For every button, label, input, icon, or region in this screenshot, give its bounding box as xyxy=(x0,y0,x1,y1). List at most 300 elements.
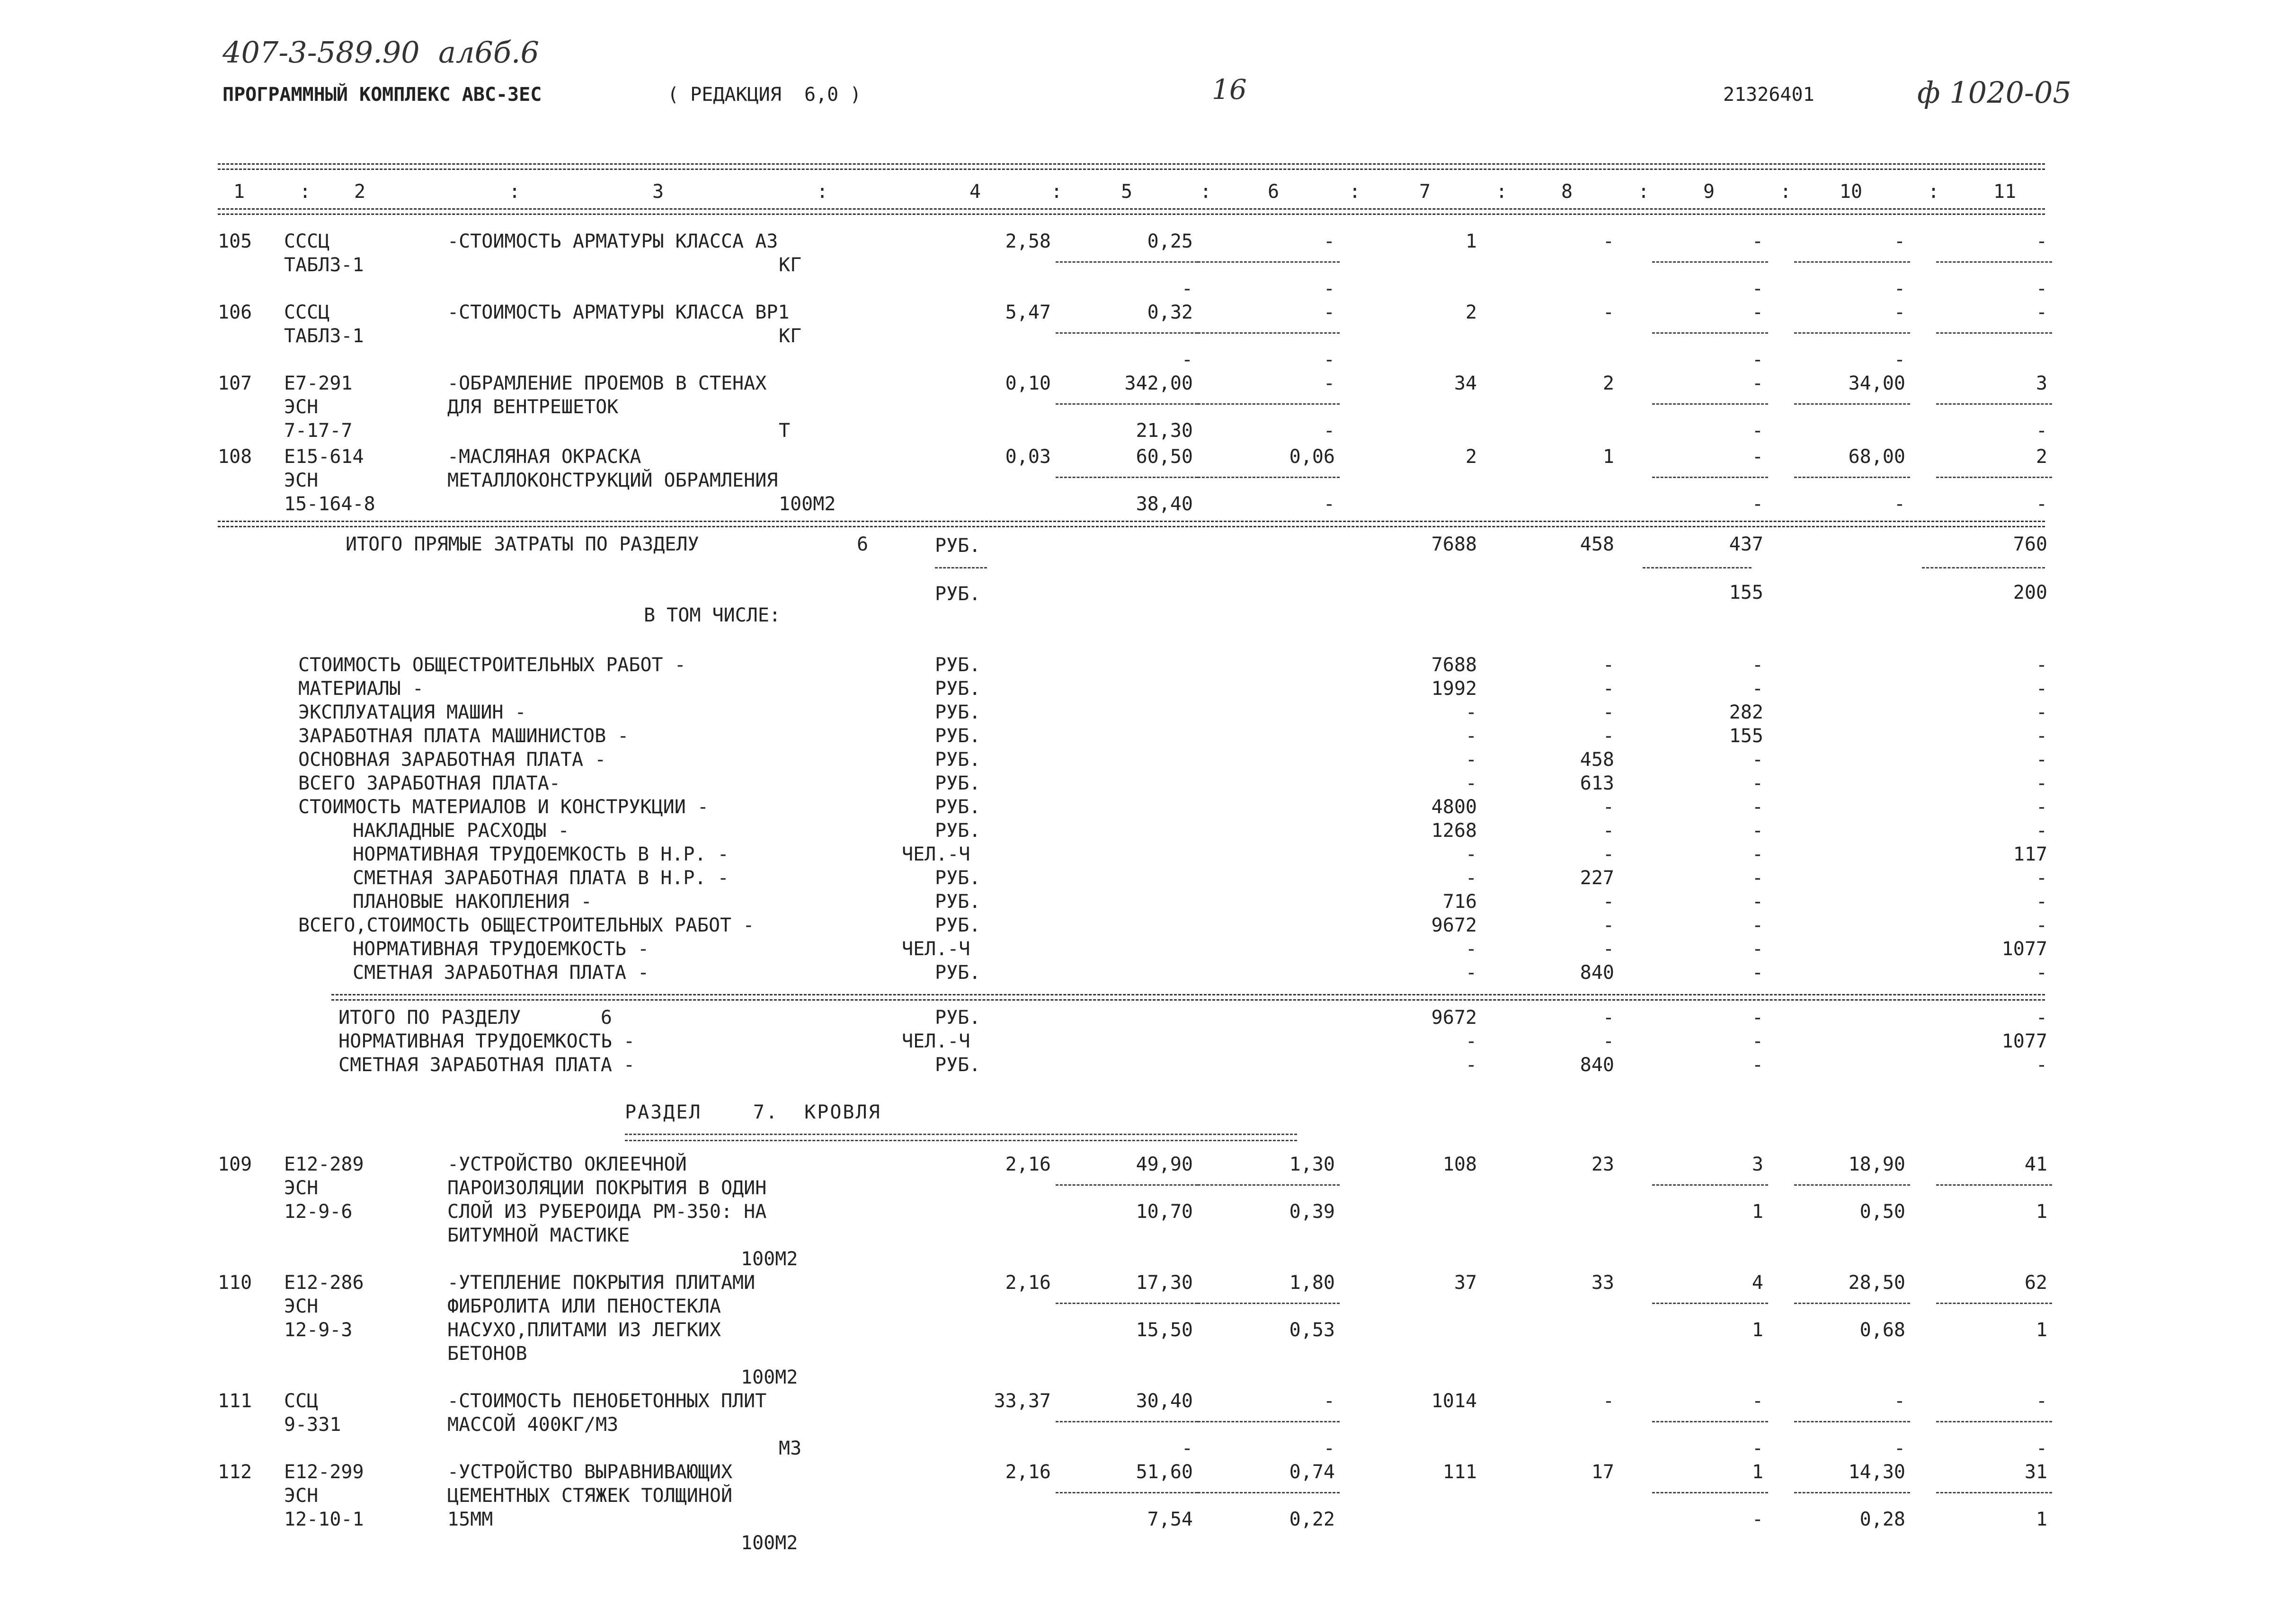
cell-c6: 0,06 xyxy=(1289,446,1335,468)
section-total-c9: - xyxy=(1752,1054,1763,1076)
cell-c4: 2,16 xyxy=(1005,1272,1051,1294)
breakdown-c8: - xyxy=(1602,654,1614,676)
breakdown-unit: РУБ. xyxy=(935,796,981,818)
cell-c8: 1 xyxy=(1602,446,1614,468)
cell-divider xyxy=(1198,1184,1340,1186)
cell-c10: - xyxy=(1894,231,1905,252)
cell-divider xyxy=(1936,1492,2052,1493)
cell-c11b: 1 xyxy=(2036,1319,2047,1341)
breakdown-label: ВСЕГО,СТОИМОСТЬ ОБЩЕСТРОИТЕЛЬНЫХ РАБОТ - xyxy=(298,914,755,936)
breakdown-c8: 840 xyxy=(1580,962,1614,984)
cell-c9: 3 xyxy=(1752,1154,1763,1175)
breakdown-unit: РУБ. xyxy=(935,962,981,984)
column-number-4: 4 xyxy=(969,181,981,203)
cell-c5b: 10,70 xyxy=(1136,1201,1193,1223)
cell-c5b: 21,30 xyxy=(1136,420,1193,442)
cell-c11: 41 xyxy=(2024,1154,2047,1175)
cell-divider xyxy=(1056,1303,1198,1304)
row-unit: КГ xyxy=(779,325,802,347)
breakdown-c9: - xyxy=(1752,962,1763,984)
row-code: СССЦ xyxy=(284,231,330,252)
breakdown-c9: 155 xyxy=(1729,725,1763,747)
cell-c4: 33,37 xyxy=(994,1390,1051,1412)
cell-c6: 0,74 xyxy=(1289,1461,1335,1483)
breakdown-unit: РУБ. xyxy=(935,914,981,936)
section-total-label: НОРМАТИВНАЯ ТРУДОЕМКОСТЬ - xyxy=(338,1030,635,1052)
breakdown-c7: - xyxy=(1465,701,1477,723)
row-code: 12-10-1 xyxy=(284,1509,364,1530)
cell-c11: - xyxy=(2036,302,2047,323)
row-code: 12-9-3 xyxy=(284,1319,353,1341)
column-number-5: 5 xyxy=(1120,181,1133,203)
total-direct-c11b: 200 xyxy=(2013,582,2047,603)
cell-divider xyxy=(1198,403,1340,405)
cell-c9: - xyxy=(1752,373,1763,394)
cell-c4: 2,58 xyxy=(1005,231,1051,252)
breakdown-c11: - xyxy=(2036,654,2047,676)
cell-divider xyxy=(1056,403,1198,405)
cell-divider xyxy=(1056,1184,1198,1186)
row-unit: 100М2 xyxy=(741,1367,798,1388)
cell-c9b: 1 xyxy=(1752,1319,1763,1341)
row-code: Е12-286 xyxy=(284,1272,364,1294)
breakdown-unit: РУБ. xyxy=(935,654,981,676)
row-number: 112 xyxy=(218,1461,252,1483)
column-separator: : xyxy=(1780,181,1792,203)
breakdown-c7: 1992 xyxy=(1431,678,1477,700)
row-unit: КГ xyxy=(779,254,802,276)
cell-divider xyxy=(1794,403,1910,405)
breakdown-c7: - xyxy=(1465,938,1477,960)
breakdown-c9: - xyxy=(1752,772,1763,794)
breakdown-c11: - xyxy=(2036,772,2047,794)
cell-divider xyxy=(1198,477,1340,478)
cell-divider xyxy=(1198,1492,1340,1493)
section-total-c11: 1077 xyxy=(2001,1030,2047,1052)
row-unit: 100М2 xyxy=(741,1532,798,1554)
breakdown-c9: - xyxy=(1752,914,1763,936)
cell-divider xyxy=(1198,261,1340,263)
cell-c10b: 0,50 xyxy=(1859,1201,1905,1223)
row-description: ЦЕМЕНТНЫХ СТЯЖЕК ТОЛЩИНОЙ xyxy=(447,1485,733,1507)
breakdown-c11: - xyxy=(2036,749,2047,771)
cell-c4: 0,10 xyxy=(1005,373,1051,394)
breakdown-c11: - xyxy=(2036,796,2047,818)
section-total-c8: - xyxy=(1602,1030,1614,1052)
cell-c8: 17 xyxy=(1591,1461,1614,1483)
section-total-unit: РУБ. xyxy=(935,1054,981,1076)
section-7-underline xyxy=(625,1134,1297,1141)
breakdown-c9: - xyxy=(1752,891,1763,913)
cell-c10: 34,00 xyxy=(1848,373,1905,394)
row-description: -ОБРАМЛЕНИЕ ПРОЕМОВ В СТЕНАХ xyxy=(447,373,767,394)
column-number-9: 9 xyxy=(1703,181,1715,203)
section-total-c9: - xyxy=(1752,1030,1763,1052)
row-number: 106 xyxy=(218,302,252,323)
section-total-c9: - xyxy=(1752,1007,1763,1029)
row-code: ТАБЛ3-1 xyxy=(284,325,364,347)
cell-divider xyxy=(1652,403,1768,405)
cell-c5b: 38,40 xyxy=(1136,493,1193,515)
total-direct-c11: 760 xyxy=(2013,533,2047,555)
cell-c11: 31 xyxy=(2024,1461,2047,1483)
row-number: 109 xyxy=(218,1154,252,1175)
breakdown-c11: - xyxy=(2036,891,2047,913)
breakdown-unit: ЧЕЛ.-Ч xyxy=(902,843,970,865)
total-direct-unit: РУБ. xyxy=(935,535,981,557)
cell-c9: - xyxy=(1752,302,1763,323)
row-code: 9-331 xyxy=(284,1414,341,1436)
cell-c6b: - xyxy=(1323,349,1335,371)
section-total-c7: 9672 xyxy=(1431,1007,1477,1029)
cell-divider xyxy=(1198,1303,1340,1304)
breakdown-c7: - xyxy=(1465,867,1477,889)
cell-c7: 1 xyxy=(1465,231,1477,252)
cell-c5: 17,30 xyxy=(1136,1272,1193,1294)
breakdown-c7: - xyxy=(1465,772,1477,794)
row-code: Е15-614 xyxy=(284,446,364,468)
breakdown-c8: - xyxy=(1602,914,1614,936)
row-description: -УСТРОЙСТВО ВЫРАВНИВАЮЩИХ xyxy=(447,1461,733,1483)
cell-c10: - xyxy=(1894,1390,1905,1412)
row-code: Е12-299 xyxy=(284,1461,364,1483)
cell-divider xyxy=(1056,1492,1198,1493)
cell-c5: 30,40 xyxy=(1136,1390,1193,1412)
breakdown-c8: - xyxy=(1602,701,1614,723)
cell-c10: 18,90 xyxy=(1848,1154,1905,1175)
cell-c9b: - xyxy=(1752,1509,1763,1530)
cell-c8: 2 xyxy=(1602,373,1614,394)
row-description: ДЛЯ ВЕНТРЕШЕТОК xyxy=(447,396,619,418)
cell-c8: - xyxy=(1602,302,1614,323)
total-direct-c9b: 155 xyxy=(1729,582,1763,603)
cell-c5: 60,50 xyxy=(1136,446,1193,468)
cell-divider xyxy=(1794,1492,1910,1493)
cell-c6b: 0,39 xyxy=(1289,1201,1335,1223)
breakdown-label: СМЕТНАЯ ЗАРАБОТНАЯ ПЛАТА - xyxy=(353,962,649,984)
row-unit: 100М2 xyxy=(741,1248,798,1270)
cell-c5b: - xyxy=(1181,278,1193,300)
section-total-unit: ЧЕЛ.-Ч xyxy=(902,1030,970,1052)
cell-divider xyxy=(1936,1303,2052,1304)
cell-c11b: - xyxy=(2036,420,2047,442)
cell-c5: 0,25 xyxy=(1147,231,1193,252)
breakdown-c8: - xyxy=(1602,843,1614,865)
cell-c11b: - xyxy=(2036,493,2047,515)
cell-c11b: 1 xyxy=(2036,1509,2047,1530)
breakdown-unit: РУБ. xyxy=(935,772,981,794)
breakdown-label: ЭКСПЛУАТАЦИЯ МАШИН - xyxy=(298,701,526,723)
handwritten-right: ф 1020-05 xyxy=(1917,75,2072,110)
page-number: 16 xyxy=(1212,73,1247,106)
row-code: ЭСН xyxy=(284,1177,319,1199)
cell-c11: - xyxy=(2036,231,2047,252)
edition: ( РЕДАКЦИЯ 6,0 ) xyxy=(667,84,862,106)
handwritten-code: 407-3-589.90 ал6б.6 xyxy=(222,35,539,70)
row-description: -СТОИМОСТЬ АРМАТУРЫ КЛАССА ВР1 xyxy=(447,302,790,323)
cell-divider xyxy=(1056,477,1198,478)
section-total-label: СМЕТНАЯ ЗАРАБОТНАЯ ПЛАТА - xyxy=(338,1054,635,1076)
breakdown-c7: - xyxy=(1465,962,1477,984)
breakdown-c9: - xyxy=(1752,749,1763,771)
row-number: 110 xyxy=(218,1272,252,1294)
row-description: МЕТАЛЛОКОНСТРУКЦИЙ ОБРАМЛЕНИЯ xyxy=(447,470,778,491)
cell-c11: - xyxy=(2036,1390,2047,1412)
breakdown-c7: 716 xyxy=(1442,891,1477,913)
cell-c5: 0,32 xyxy=(1147,302,1193,323)
row-description: -УТЕПЛЕНИЕ ПОКРЫТИЯ ПЛИТАМИ xyxy=(447,1272,756,1294)
cell-c10b: - xyxy=(1894,349,1905,371)
cell-divider xyxy=(1794,332,1910,334)
cell-c6: - xyxy=(1323,373,1335,394)
section-7-title: РАЗДЕЛ 7. КРОВЛЯ xyxy=(625,1101,881,1123)
total-direct-c8: 458 xyxy=(1580,533,1614,555)
total-direct-unit2: РУБ. xyxy=(935,583,981,605)
cell-c4: 2,16 xyxy=(1005,1154,1051,1175)
cell-c8: - xyxy=(1602,231,1614,252)
column-separator: : xyxy=(1496,181,1508,203)
breakdown-unit: РУБ. xyxy=(935,820,981,842)
breakdown-label: ЗАРАБОТНАЯ ПЛАТА МАШИНИСТОВ - xyxy=(298,725,629,747)
row-number: 107 xyxy=(218,373,252,394)
cell-divider xyxy=(1794,1421,1910,1422)
cell-c6b: - xyxy=(1323,278,1335,300)
breakdown-c9: - xyxy=(1752,938,1763,960)
breakdown-c8: 613 xyxy=(1580,772,1614,794)
row-code: ССЦ xyxy=(284,1390,319,1412)
breakdown-label: НАКЛАДНЫЕ РАСХОДЫ - xyxy=(353,820,569,842)
column-number-2: 2 xyxy=(354,181,366,203)
row-code: ЭСН xyxy=(284,470,319,491)
including-label: В ТОМ ЧИСЛЕ: xyxy=(644,604,781,626)
section-6-total-rule xyxy=(218,521,2045,527)
cell-c6: 1,80 xyxy=(1289,1272,1335,1294)
breakdown-c11: - xyxy=(2036,962,2047,984)
cell-c4: 0,03 xyxy=(1005,446,1051,468)
breakdown-c7: - xyxy=(1465,843,1477,865)
row-unit: М3 xyxy=(779,1438,802,1459)
breakdown-label: ОСНОВНАЯ ЗАРАБОТНАЯ ПЛАТА - xyxy=(298,749,606,771)
cell-divider xyxy=(1652,1303,1768,1304)
cell-c6b: - xyxy=(1323,420,1335,442)
breakdown-label: ПЛАНОВЫЕ НАКОПЛЕНИЯ - xyxy=(353,891,592,913)
row-description: -СТОИМОСТЬ АРМАТУРЫ КЛАССА А3 xyxy=(447,231,778,252)
cell-divider xyxy=(1056,332,1198,334)
column-separator: : xyxy=(1349,181,1361,203)
cell-c5: 51,60 xyxy=(1136,1461,1193,1483)
breakdown-c9: - xyxy=(1752,843,1763,865)
cell-c7: 37 xyxy=(1454,1272,1477,1294)
breakdown-c8: - xyxy=(1602,938,1614,960)
row-description: -МАСЛЯНАЯ ОКРАСКА xyxy=(447,446,641,468)
table-top-rule xyxy=(218,163,2045,170)
breakdown-c9: 282 xyxy=(1729,701,1763,723)
cell-divider xyxy=(1936,332,2052,334)
section-total-c8: - xyxy=(1602,1007,1614,1029)
cell-divider xyxy=(1936,1184,2052,1186)
breakdown-label: ВСЕГО ЗАРАБОТНАЯ ПЛАТА- xyxy=(298,772,560,794)
cell-divider xyxy=(1936,477,2052,478)
cell-c6b: - xyxy=(1323,1438,1335,1459)
cell-c4: 2,16 xyxy=(1005,1461,1051,1483)
cell-divider xyxy=(1794,477,1910,478)
cell-c10b: - xyxy=(1894,493,1905,515)
row-description: -УСТРОЙСТВО ОКЛЕЕЧНОЙ xyxy=(447,1154,687,1175)
breakdown-unit: РУБ. xyxy=(935,749,981,771)
row-unit: Т xyxy=(779,420,791,442)
cell-c5b: 15,50 xyxy=(1136,1319,1193,1341)
row-code: 7-17-7 xyxy=(284,420,353,442)
section-total-c8: 840 xyxy=(1580,1054,1614,1076)
cell-c10: 68,00 xyxy=(1848,446,1905,468)
row-code: ЭСН xyxy=(284,396,319,418)
cell-c11: 3 xyxy=(2036,373,2047,394)
row-description: СЛОЙ ИЗ РУБЕРОИДА РМ-350: НА xyxy=(447,1201,767,1223)
cell-c5: 342,00 xyxy=(1124,373,1193,394)
cell-c9: - xyxy=(1752,1390,1763,1412)
cell-c6: - xyxy=(1323,1390,1335,1412)
cell-c6: 1,30 xyxy=(1289,1154,1335,1175)
cell-c11: 2 xyxy=(2036,446,2047,468)
breakdown-c7: 9672 xyxy=(1431,914,1477,936)
row-description: МАССОЙ 400КГ/М3 xyxy=(447,1414,619,1436)
cell-c6: - xyxy=(1323,302,1335,323)
row-code: Е12-289 xyxy=(284,1154,364,1175)
breakdown-label: СТОИМОСТЬ ОБЩЕСТРОИТЕЛЬНЫХ РАБОТ - xyxy=(298,654,686,676)
breakdown-c7: 4800 xyxy=(1431,796,1477,818)
breakdown-c11: - xyxy=(2036,867,2047,889)
row-code: ЭСН xyxy=(284,1296,319,1317)
row-unit: 100М2 xyxy=(779,493,836,515)
breakdown-c7: 1268 xyxy=(1431,820,1477,842)
cell-c10b: - xyxy=(1894,278,1905,300)
breakdown-c11: - xyxy=(2036,820,2047,842)
total-direct-label: ИТОГО ПРЯМЫЕ ЗАТРАТЫ ПО РАЗДЕЛУ xyxy=(346,533,699,555)
row-code: СССЦ xyxy=(284,302,330,323)
cell-c8: - xyxy=(1602,1390,1614,1412)
total-direct-section: 6 xyxy=(857,533,869,555)
row-number: 108 xyxy=(218,446,252,468)
breakdown-c9: - xyxy=(1752,678,1763,700)
row-description: 15ММ xyxy=(447,1509,493,1530)
cell-divider xyxy=(1652,477,1768,478)
cell-c5: 49,90 xyxy=(1136,1154,1193,1175)
cell-divider xyxy=(1652,1184,1768,1186)
breakdown-c9: - xyxy=(1752,820,1763,842)
breakdown-c7: 7688 xyxy=(1431,654,1477,676)
cell-c7: 1014 xyxy=(1431,1390,1477,1412)
cell-c7: 2 xyxy=(1465,302,1477,323)
total-direct-c9: 437 xyxy=(1729,533,1763,555)
breakdown-c8: - xyxy=(1602,891,1614,913)
cell-c5b: - xyxy=(1181,1438,1193,1459)
column-number-3: 3 xyxy=(652,181,664,203)
breakdown-c11: 1077 xyxy=(2001,938,2047,960)
breakdown-label: НОРМАТИВНАЯ ТРУДОЕМКОСТЬ В Н.Р. - xyxy=(353,843,729,865)
cell-c6b: 0,22 xyxy=(1289,1509,1335,1530)
section-total-rule xyxy=(331,994,2045,1001)
cell-c5b: - xyxy=(1181,349,1193,371)
column-separator: : xyxy=(1051,181,1063,203)
column-number-8: 8 xyxy=(1561,181,1573,203)
breakdown-c8: - xyxy=(1602,678,1614,700)
row-description: -СТОИМОСТЬ ПЕНОБЕТОННЫХ ПЛИТ xyxy=(447,1390,767,1412)
row-number: 105 xyxy=(218,231,252,252)
cell-c9: 1 xyxy=(1752,1461,1763,1483)
cell-c9: - xyxy=(1752,446,1763,468)
cell-c5b: 7,54 xyxy=(1147,1509,1193,1530)
column-separator: : xyxy=(1928,181,1939,203)
cell-c11b: - xyxy=(2036,1438,2047,1459)
cell-divider xyxy=(1936,1421,2052,1422)
cell-c9b: - xyxy=(1752,1438,1763,1459)
cell-c11b: 1 xyxy=(2036,1201,2047,1223)
section-total-c11: - xyxy=(2036,1054,2047,1076)
breakdown-unit: РУБ. xyxy=(935,725,981,747)
cell-c7: 108 xyxy=(1442,1154,1477,1175)
column-separator: : xyxy=(1200,181,1212,203)
cell-c10: 28,50 xyxy=(1848,1272,1905,1294)
cell-c10: 14,30 xyxy=(1848,1461,1905,1483)
breakdown-unit: РУБ. xyxy=(935,891,981,913)
breakdown-c9: - xyxy=(1752,867,1763,889)
section-total-unit: РУБ. xyxy=(935,1007,981,1029)
column-number-7: 7 xyxy=(1419,181,1431,203)
row-code: ТАБЛ3-1 xyxy=(284,254,364,276)
row-code: Е7-291 xyxy=(284,373,353,394)
breakdown-c8: - xyxy=(1602,796,1614,818)
cell-c7: 2 xyxy=(1465,446,1477,468)
cell-c11b: - xyxy=(2036,278,2047,300)
cell-c11: 62 xyxy=(2024,1272,2047,1294)
doc-number: 21326401 xyxy=(1723,84,1814,106)
breakdown-label: СТОИМОСТЬ МАТЕРИАЛОВ И КОНСТРУКЦИИ - xyxy=(298,796,709,818)
breakdown-c8: 227 xyxy=(1580,867,1614,889)
row-description: БИТУМНОЙ МАСТИКЕ xyxy=(447,1225,630,1246)
breakdown-unit: РУБ. xyxy=(935,678,981,700)
row-code: ЭСН xyxy=(284,1485,319,1507)
row-description: ПАРОИЗОЛЯЦИИ ПОКРЫТИЯ В ОДИН xyxy=(447,1177,767,1199)
total-direct-c7: 7688 xyxy=(1431,533,1477,555)
column-header-rule xyxy=(218,208,2045,215)
cell-c7: 34 xyxy=(1454,373,1477,394)
cell-c10b: 0,28 xyxy=(1859,1509,1905,1530)
breakdown-c11: - xyxy=(2036,914,2047,936)
row-description: ФИБРОЛИТА ИЛИ ПЕНОСТЕКЛА xyxy=(447,1296,721,1317)
cell-divider xyxy=(1056,261,1198,263)
breakdown-label: НОРМАТИВНАЯ ТРУДОЕМКОСТЬ - xyxy=(353,938,649,960)
program-name: ПРОГРАММНЫЙ КОМПЛЕКС АВС-3ЕС xyxy=(222,84,542,106)
cell-c8: 23 xyxy=(1591,1154,1614,1175)
column-number-6: 6 xyxy=(1267,181,1280,203)
cell-divider xyxy=(1794,1303,1910,1304)
cell-c9b: - xyxy=(1752,278,1763,300)
cell-c9b: - xyxy=(1752,493,1763,515)
cell-divider xyxy=(1056,1421,1198,1422)
cell-divider xyxy=(1794,1184,1910,1186)
cell-divider xyxy=(1936,403,2052,405)
column-separator: : xyxy=(299,181,311,203)
column-number-11: 11 xyxy=(1993,181,2017,203)
cell-divider xyxy=(1936,261,2052,263)
cell-c9b: - xyxy=(1752,349,1763,371)
cell-c9: 4 xyxy=(1752,1272,1763,1294)
cell-c6b: 0,53 xyxy=(1289,1319,1335,1341)
breakdown-c9: - xyxy=(1752,796,1763,818)
cell-divider xyxy=(1794,261,1910,263)
cell-divider xyxy=(1652,1492,1768,1493)
cell-c6b: - xyxy=(1323,493,1335,515)
